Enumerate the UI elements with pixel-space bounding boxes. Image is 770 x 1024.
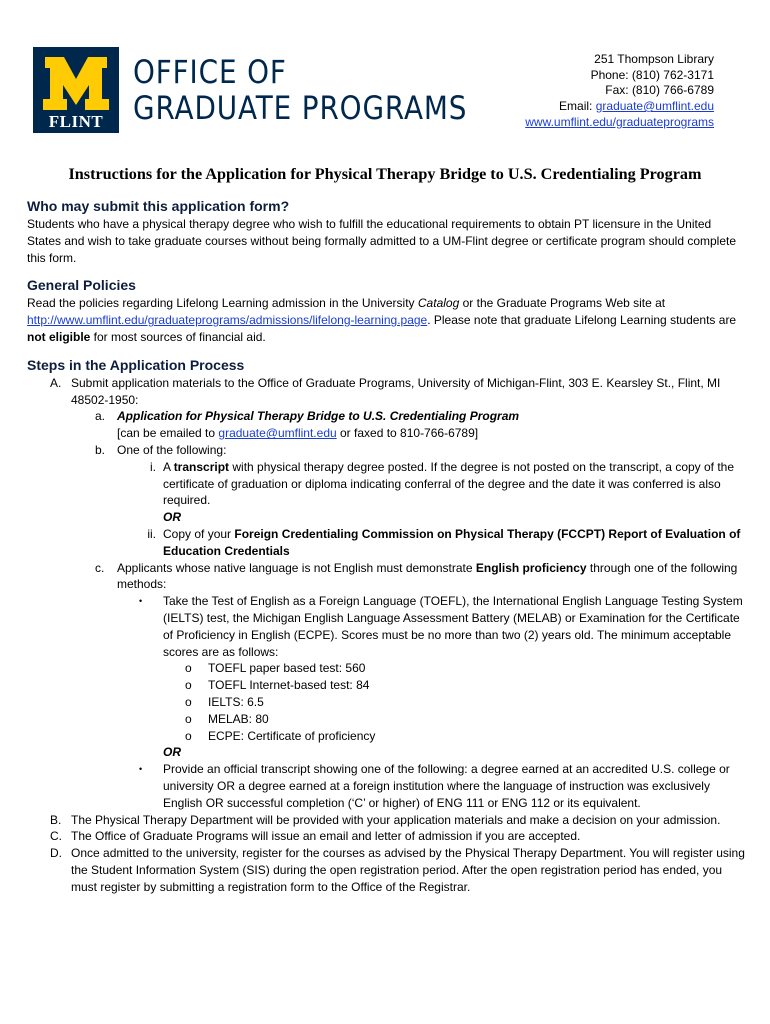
step-a-label: A. (50, 375, 62, 390)
sub-bullet-icon: o (185, 728, 192, 743)
sub-c-text-1: Applicants whose native language is not English must demonstrate (117, 560, 476, 575)
or-separator-2: OR (163, 745, 181, 760)
office-name-line2: GRADUATE PROGRAMS (133, 89, 468, 127)
official-transcript-text: Provide an official transcript showing one of the following: a degree earned at an accredited U.S. college or university OR a degree earned at a foreign institution where the language of instruction was exclusively English OR successful completion (‘C’ or higher) of ENG 111 or ENG 112 or its equivalent. (163, 762, 730, 810)
step-a-sub-a (27, 408, 745, 442)
tests-text: Take the Test of English as a Foreign Language (TOEFL), the International English Language Testing System (IELTS) test, the Michigan English Language Assessment Battery (MELAB) or Examination for the Certificate of Proficiency in English (ECPE). Scores must be no more than two (2) years old. The minimum acceptable scores are as follows: (163, 594, 743, 659)
proficiency-option-tests (27, 593, 745, 660)
application-title: Application for Physical Therapy Bridge to U.S. Credentialing Program (117, 409, 520, 424)
policies-text-1: Read the policies regarding Lifelong Learning admission in the University (27, 296, 418, 311)
sub-bullet-icon: o (185, 661, 192, 676)
option-ii-text: Copy of your (163, 526, 235, 541)
step-b-text: The Physical Therapy Department will be provided with your application materials and make a decision on your admission. (71, 812, 721, 827)
contact-website-link[interactable]: www.umflint.edu/graduateprograms (525, 114, 714, 129)
sub-b-text: One of the following: (117, 442, 227, 457)
sub-b-label: b. (95, 442, 106, 457)
contact-email-label: Email: (559, 99, 596, 114)
transcript-text: transcript (173, 459, 230, 474)
score-item (27, 660, 745, 677)
score-ielts: IELTS: 6.5 (208, 694, 264, 709)
sub-bullet-icon: o (185, 694, 192, 709)
sub-c-text-2: through one of the following methods: (117, 560, 738, 592)
contact-fax: Fax: (810) 766-6789 (605, 83, 714, 98)
step-b (27, 812, 745, 829)
step-a-text: Submit application materials to the Office of Graduate Programs, University of Michigan-Flint, 303 E. Kearsley St., Flint, MI 48502-1950: (71, 375, 721, 407)
not-eligible-text: not eligible (27, 329, 91, 344)
proficiency-option-transcript (27, 761, 745, 811)
score-melab: MELAB: 80 (208, 711, 269, 726)
step-c-text: The Office of Graduate Programs will issue an email and letter of admission if you are accepted. (71, 829, 581, 844)
office-name-line1: OFFICE OF (133, 53, 287, 91)
option-ii-label: ii. (147, 526, 156, 541)
policies-text-4: for most sources of financial aid. (90, 329, 266, 344)
option-fccpt (27, 526, 745, 560)
step-d (27, 845, 745, 895)
option-i-text-2: with physical therapy degree posted. If the degree is not posted on the transcript, a copy of the certificate of graduation or diploma indicating conferral of the degree and the date it was conferred is also required. (163, 459, 735, 508)
sub-bullet-icon: o (185, 678, 192, 693)
sub-a-note-1: [can be emailed to (117, 426, 219, 441)
contact-info (525, 52, 714, 131)
logo-flint-text: FLINT (48, 112, 104, 131)
who-body: Students who have a physical therapy degree who wish to fulfill the educational requirements to obtain PT licensure in the United States and wish to take graduate courses without being formally admitted to a UM-Flint degree or certificate program should complete this form. (27, 217, 737, 265)
step-c (27, 828, 745, 845)
block-m-logo-icon (33, 47, 119, 133)
catalog-text: Catalog (417, 296, 460, 311)
option-transcript (27, 459, 745, 509)
page-title: Instructions for the Application for Physical Therapy Bridge to U.S. Credentialing Program (68, 165, 702, 183)
score-item (27, 711, 745, 728)
score-item (27, 728, 745, 745)
step-a-sub-b (27, 442, 745, 459)
step-a-sub-c (27, 560, 745, 594)
contact-email-row (525, 99, 714, 115)
bullet-icon: • (139, 764, 143, 775)
university-logo (33, 47, 119, 133)
option-i-label: i. (150, 459, 156, 474)
sub-a-label: a. (95, 409, 106, 424)
score-toefl-paper: TOEFL paper based test: 560 (208, 661, 366, 676)
step-d-text: Once admitted to the university, register for the courses as advised by the Physical Therapy Department. You will register using the Student Information System (SIS) during the open registration period. After the open registration period has ended, you must register by submitting a registration form to the Office of the Registrar. (71, 846, 745, 894)
step-c-label: C. (50, 829, 62, 844)
office-name (133, 54, 467, 126)
who-heading: Who may submit this application form? (27, 198, 290, 214)
score-item (27, 694, 745, 711)
contact-email-link[interactable]: graduate@umflint.edu (595, 99, 714, 114)
policies-text-2: or the Graduate Programs Web site at (459, 296, 666, 311)
policies-body (27, 295, 745, 345)
sub-c-label: c. (95, 560, 105, 575)
score-toefl-ibt: TOEFL Internet-based test: 84 (208, 678, 370, 693)
lifelong-learning-link[interactable]: http://www.umflint.edu/graduateprograms/admissions/lifelong-learning.page (27, 313, 428, 328)
sub-bullet-icon: o (185, 711, 192, 726)
step-b-label: B. (50, 812, 62, 827)
english-proficiency-text: English proficiency (475, 560, 587, 575)
steps-heading: Steps in the Application Process (27, 356, 245, 373)
contact-address: 251 Thompson Library (594, 52, 714, 66)
policies-heading: General Policies (27, 277, 136, 294)
document-body (27, 196, 745, 895)
score-item (27, 677, 745, 694)
contact-phone: Phone: (810) 762-3171 (590, 67, 714, 82)
step-d-label: D. (50, 846, 62, 861)
bullet-icon: • (139, 596, 143, 607)
fccpt-text: Foreign Credentialing Commission on Physical Therapy (FCCPT) Report of Evaluation of Education Credentials (163, 526, 741, 558)
option-i-text-1: A (163, 459, 174, 474)
policies-text-3: . Please note that graduate Lifelong Learning students are (427, 313, 737, 328)
score-ecpe: ECPE: Certificate of proficiency (208, 728, 376, 743)
sub-a-note-2: or faxed to 810-766-6789] (336, 426, 479, 441)
or-separator-1: OR (163, 510, 181, 525)
email-link[interactable]: graduate@umflint.edu (218, 426, 337, 441)
step-a (27, 375, 745, 409)
